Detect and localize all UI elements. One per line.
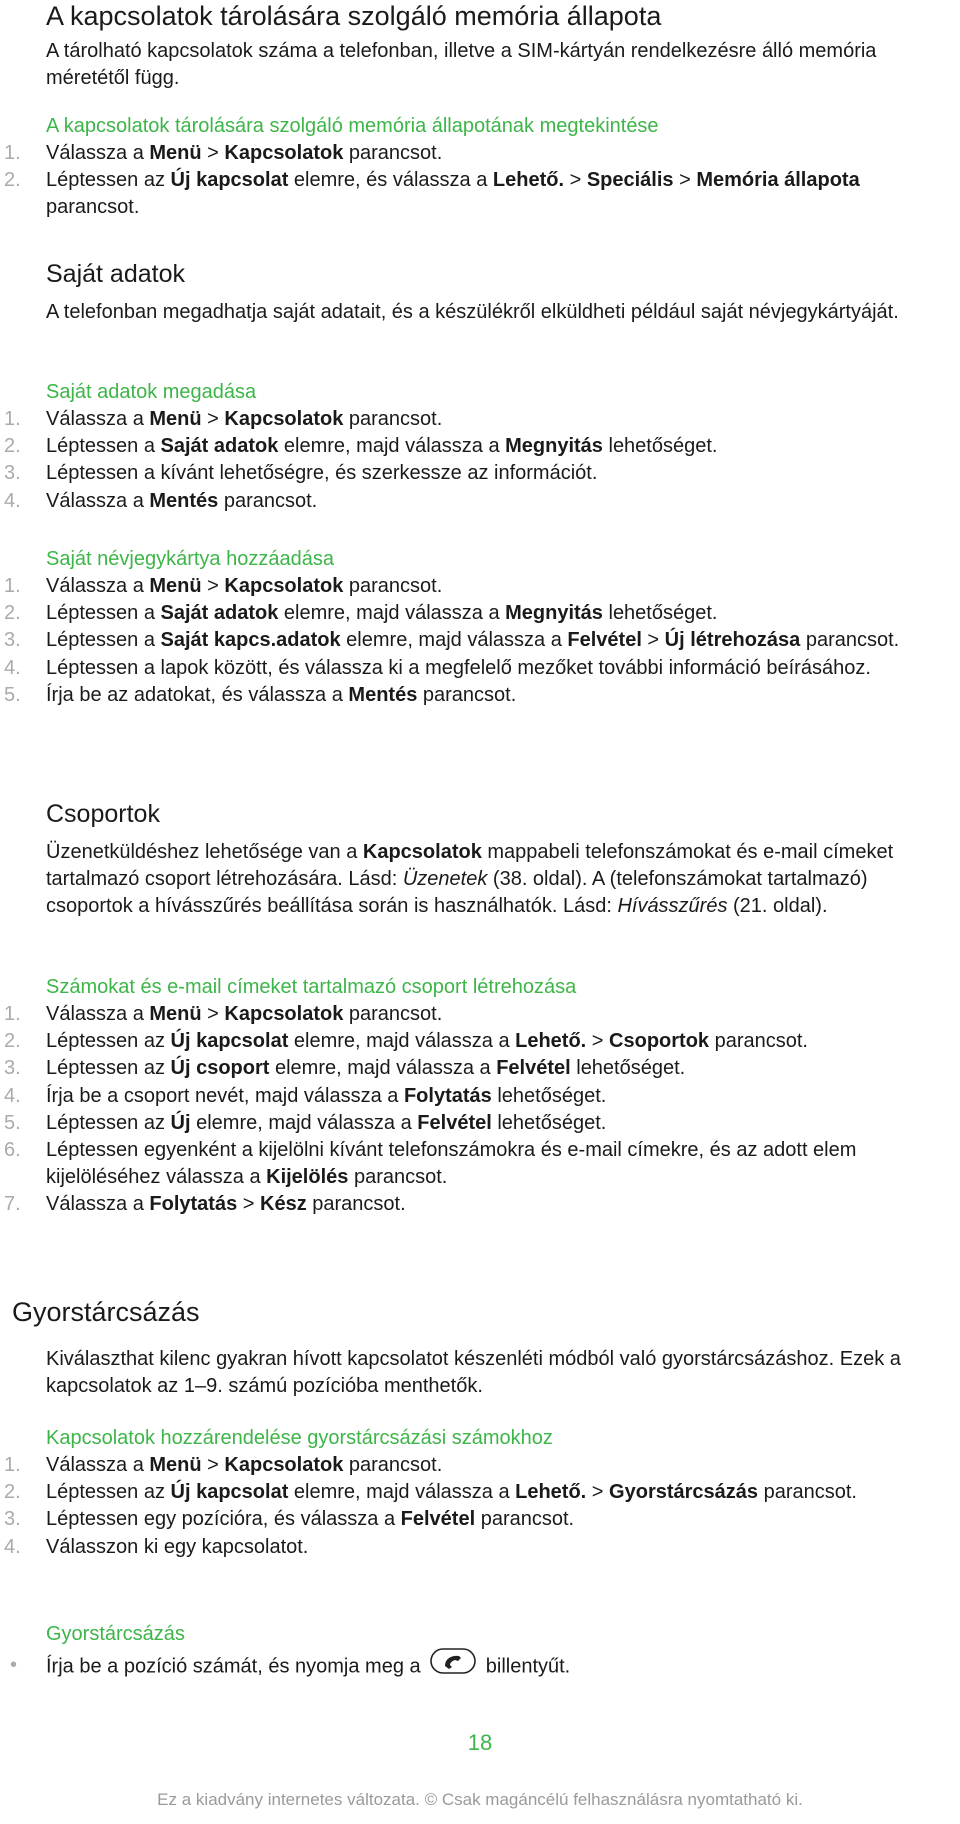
step-number: 2.	[4, 1481, 21, 1504]
step-item	[4, 406, 946, 433]
subsection-create-group	[4, 974, 946, 1219]
step-number: 2.	[4, 435, 21, 458]
section-paragraph: Kiválaszthat kilenc gyakran hívott kapcsolatot készenléti módból való gyorstárcsázáshoz. Ezek a kapcsolatok az 1–9. számú pozícióba menthetők.	[46, 1348, 901, 1398]
footer-note: Ez a kiadvány internetes változata. © Csak magáncélú felhasználásra nyomtatható ki.	[157, 1790, 803, 1809]
step-item	[4, 488, 946, 515]
subsection-add-card	[4, 546, 946, 709]
section-speed-dial-title	[12, 1296, 912, 1328]
step-text: Válasszon ki egy kapcsolatot.	[46, 1535, 309, 1558]
step-number: 2.	[4, 169, 21, 192]
subsection-speed-dial	[10, 1621, 946, 1682]
step-number: 1.	[4, 408, 21, 430]
step-item	[4, 1191, 946, 1218]
steps-list	[4, 406, 946, 515]
step-item	[4, 167, 946, 221]
step-text: Válassza a Mentés parancsot.	[46, 489, 318, 512]
step-number: 3.	[4, 629, 21, 652]
step-text: Léptessen az Új kapcsolat elemre, majd válassza a Lehető. > Gyorstárcsázás parancsot.	[46, 1481, 857, 1504]
step-text: Léptessen a Saját kapcs.adatok elemre, majd válassza a Felvétel > Új létrehozása parancsot.	[46, 629, 900, 652]
section-title: Csoportok	[46, 800, 160, 828]
step-number: 5.	[4, 683, 21, 706]
step-number: 2.	[4, 1030, 21, 1053]
step-item	[4, 655, 946, 682]
step-text: Léptessen az Új kapcsolat elemre, és válassza a Lehető. > Speciális > Memória állapota parancsot.	[46, 169, 860, 219]
step-text: Léptessen egyenként a kijelölni kívánt telefonszámokra és e-mail címekre, és az adott elem kijelöléséhez válassza a Kijelölés parancsot.	[46, 1139, 857, 1189]
step-number: 1.	[4, 1003, 21, 1025]
subsection-heading: Számokat és e-mail címeket tartalmazó csoport létrehozása	[46, 976, 577, 998]
step-text: Válassza a Menü > Kapcsolatok parancsot.	[46, 142, 443, 164]
bullet-text-end: billentyűt.	[485, 1655, 571, 1678]
steps-list	[4, 1001, 946, 1219]
step-number: 6.	[4, 1139, 21, 1162]
step-item	[4, 1110, 946, 1137]
step-number: 1.	[4, 1454, 21, 1476]
step-text: Léptessen az Új csoport elemre, majd válassza a Felvétel lehetőséget.	[46, 1057, 686, 1080]
subsection-enter-own-data	[4, 379, 946, 515]
step-item	[4, 433, 946, 460]
subsection-memory-status	[4, 113, 946, 222]
section-memory-status	[46, 0, 946, 92]
step-item	[4, 682, 946, 709]
bullet-dot: •	[10, 1654, 18, 1676]
step-item	[4, 140, 946, 167]
step-number: 1.	[4, 142, 21, 164]
step-item	[4, 1137, 946, 1191]
step-text: Írja be a csoport nevét, majd válassza a Folytatás lehetőséget.	[46, 1084, 607, 1107]
section-paragraph: A telefonban megadhatja saját adatait, és a készülékről elküldheti például saját névjegykártyáját.	[46, 301, 899, 323]
step-number: 4.	[4, 1535, 21, 1558]
step-number: 4.	[4, 489, 21, 512]
step-item	[4, 460, 946, 487]
step-item	[4, 1506, 946, 1533]
step-text: Léptessen a lapok között, és válassza ki a megfelelő mezőket további információ beírásához.	[46, 656, 871, 679]
section-paragraph: Üzenetküldéshez lehetősége van a Kapcsolatok mappabeli telefonszámokat és e-mail címeket tartalmazó csoport létrehozására. Lásd: Üzenetek (38. oldal). A (telefonszámokat tartalmazó) csoportok a hívásszűrés beállítása során is használhatók. Lásd: Hívásszűrés (21. oldal).	[46, 841, 894, 918]
step-item	[4, 627, 946, 654]
call-key-icon	[430, 1648, 476, 1682]
step-number: 4.	[4, 1084, 21, 1107]
step-item	[4, 1479, 946, 1506]
step-item	[4, 1534, 946, 1561]
step-item	[4, 1028, 946, 1055]
page-number: 18	[467, 1730, 493, 1755]
step-text: Léptessen a Saját adatok elemre, majd válassza a Megnyitás lehetőséget.	[46, 435, 718, 458]
subsection-heading: Kapcsolatok hozzárendelése gyorstárcsázási számokhoz	[46, 1427, 553, 1449]
step-text: Léptessen az Új kapcsolat elemre, majd válassza a Lehető. > Csoportok parancsot.	[46, 1030, 808, 1053]
step-text: Válassza a Menü > Kapcsolatok parancsot.	[46, 575, 443, 597]
step-number: 7.	[4, 1193, 21, 1216]
section-own-data	[46, 259, 946, 326]
subsection-heading: Saját névjegykártya hozzáadása	[46, 548, 334, 570]
section-paragraph: A tárolható kapcsolatok száma a telefonban, illetve a SIM-kártyán rendelkezésre álló memória méretétől függ.	[46, 40, 877, 90]
bullet-item	[10, 1652, 946, 1682]
section-groups	[46, 799, 946, 921]
step-number: 5.	[4, 1111, 21, 1134]
step-item	[4, 573, 946, 600]
step-item	[4, 600, 946, 627]
section-speed-dial	[46, 1346, 946, 1400]
steps-list	[4, 573, 946, 709]
subsection-heading: A kapcsolatok tárolására szolgáló memória állapotának megtekintése	[46, 115, 659, 137]
step-item	[4, 1055, 946, 1082]
step-text: Válassza a Folytatás > Kész parancsot.	[46, 1193, 406, 1216]
step-number: 3.	[4, 462, 21, 485]
step-number: 1.	[4, 575, 21, 597]
step-text: Írja be az adatokat, és válassza a Mentés parancsot.	[46, 683, 517, 706]
bullet-text-start: Írja be a pozíció számát, és nyomja meg a	[46, 1655, 421, 1678]
step-text: Válassza a Menü > Kapcsolatok parancsot.	[46, 1003, 443, 1025]
step-item	[4, 1452, 946, 1479]
step-number: 3.	[4, 1508, 21, 1531]
subsection-heading: Saját adatok megadása	[46, 381, 257, 403]
step-text: Léptessen a Saját adatok elemre, majd válassza a Megnyitás lehetőséget.	[46, 602, 718, 625]
step-item	[4, 1001, 946, 1028]
subsection-assign-speed-dial	[4, 1425, 946, 1561]
step-number: 2.	[4, 602, 21, 625]
step-text: Léptessen egy pozícióra, és válassza a Felvétel parancsot.	[46, 1508, 575, 1531]
step-text: Válassza a Menü > Kapcsolatok parancsot.	[46, 408, 443, 430]
section-title: Gyorstárcsázás	[12, 1297, 200, 1327]
step-text: Válassza a Menü > Kapcsolatok parancsot.	[46, 1454, 443, 1476]
section-title: Saját adatok	[46, 260, 185, 288]
step-text: Léptessen a kívánt lehetőségre, és szerkessze az információt.	[46, 462, 598, 485]
step-item	[4, 1083, 946, 1110]
section-title: A kapcsolatok tárolására szolgáló memória állapota	[46, 1, 662, 31]
step-number: 3.	[4, 1057, 21, 1080]
step-text: Léptessen az Új elemre, majd válassza a Felvétel lehetőséget.	[46, 1111, 607, 1134]
step-number: 4.	[4, 656, 21, 679]
steps-list	[4, 140, 946, 222]
subsection-heading: Gyorstárcsázás	[46, 1623, 185, 1645]
steps-list	[4, 1452, 946, 1561]
